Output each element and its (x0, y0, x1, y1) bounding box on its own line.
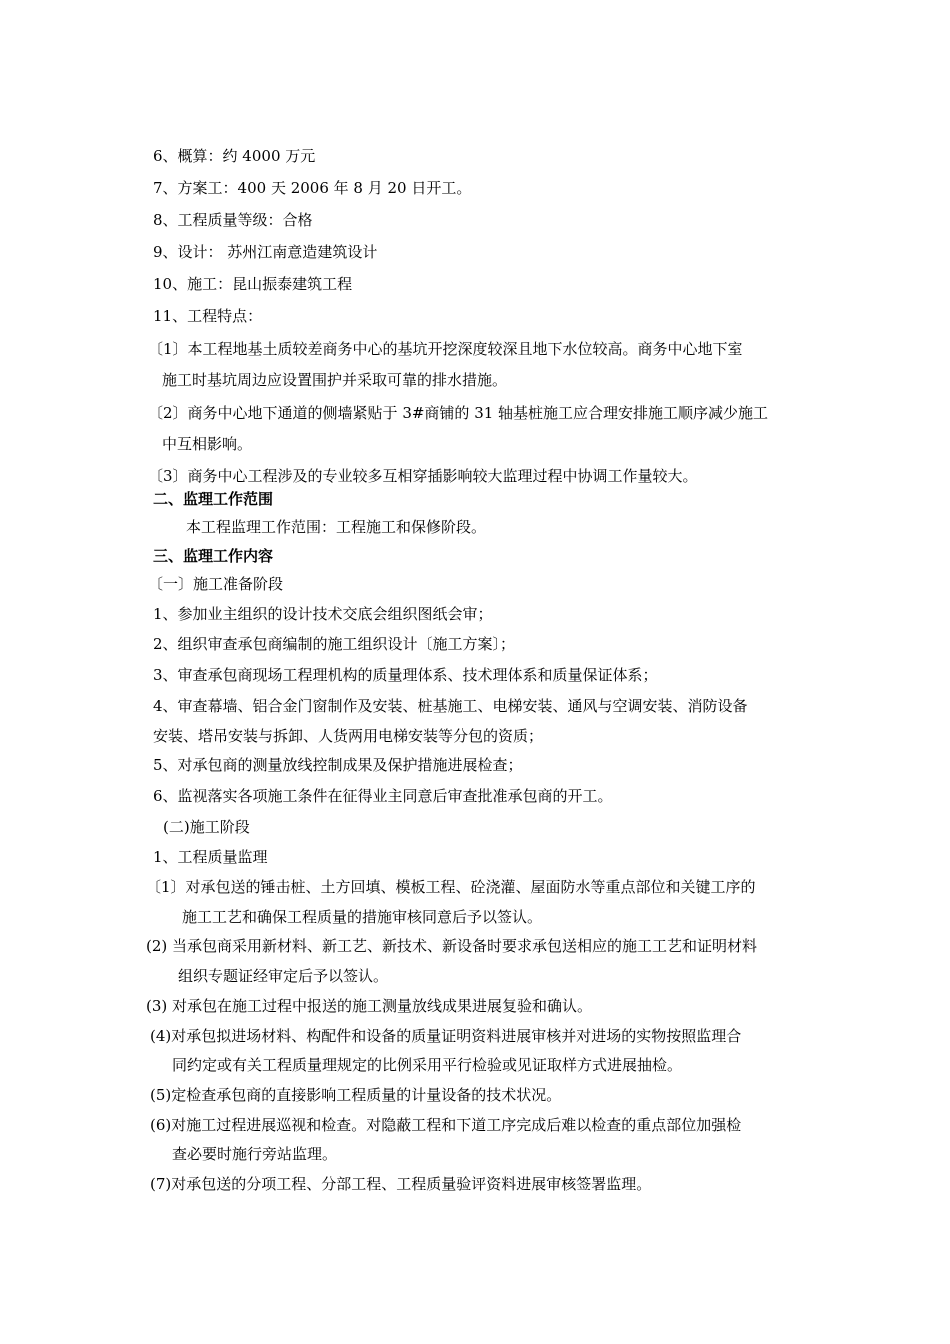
quality-item-6-line-2: 查必要时施行旁站监理。 (172, 1145, 338, 1163)
project-designer: 9、设计： 苏州江南意造建筑设计 (153, 243, 378, 261)
stage-1-item-4-line-1: 4、审查幕墙、铝合金门窗制作及安装、桩基施工、电梯安装、通风与空调安装、消防设备 (153, 697, 748, 715)
quality-item-3: (3) 对承包在施工过程中报送的施工测量放线成果进展复验和确认。 (146, 997, 593, 1015)
quality-item-6-line-1: (6)对施工过程进展巡视和检查。对隐蔽工程和下道工序完成后难以检查的重点部位加强检 (150, 1116, 742, 1134)
feature-item-2-line-2: 中互相影响。 (162, 435, 253, 453)
feature-item-1-line-2: 施工时基坑周边应设置围护并采取可靠的排水措施。 (162, 371, 508, 389)
feature-item-3: 〔3〕商务中心工程涉及的专业较多互相穿插影响较大监理过程中协调工作量较大。 (148, 467, 698, 485)
stage-1-item-4-line-2: 安装、塔吊安装与拆卸、人货两用电梯安装等分包的资质； (153, 727, 544, 745)
section-2-body: 本工程监理工作范围：工程施工和保修阶段。 (186, 518, 487, 536)
section-3-heading: 三、监理工作内容 (153, 547, 274, 565)
quality-item-1-line-2: 施工工艺和确保工程质量的措施审核同意后予以签认。 (182, 908, 543, 926)
quality-item-1-line-1: 〔1〕对承包送的锤击桩、土方回填、模板工程、砼浇灌、屋面防水等重点部位和关键工序的 (146, 878, 756, 896)
quality-item-5: (5)定检查承包商的直接影响工程质量的计量设备的技术状况。 (150, 1086, 562, 1104)
stage-1-item-5: 5、对承包商的测量放线控制成果及保护措施进展检查； (153, 756, 523, 774)
project-features-label: 11、工程特点： (153, 307, 263, 325)
project-quality-grade: 8、工程质量等级：合格 (153, 211, 313, 229)
quality-item-2-line-2: 组织专题证经审定后予以签认。 (178, 967, 389, 985)
quality-item-4-line-1: (4)对承包拟进场材料、构配件和设备的质量证明资料进展审核并对进场的实物按照监理合 (150, 1027, 742, 1045)
stage-1-item-1: 1、参加业主组织的设计技术交底会组织图纸会审； (153, 605, 493, 623)
quality-item-2-line-1: (2) 当承包商采用新材料、新工艺、新技术、新设备时要求承包送相应的施工工艺和证明材料 (146, 937, 758, 955)
project-budget: 6、概算：约 4000 万元 (153, 147, 316, 165)
section-2-heading: 二、监理工作范围 (153, 490, 274, 508)
feature-item-1-line-1: 〔1〕本工程地基土质较差商务中心的基坑开挖深度较深且地下水位较高。商务中心地下室 (148, 340, 743, 358)
project-contractor: 10、施工：昆山振泰建筑工程 (153, 275, 353, 293)
stage-2-title: (二)施工阶段 (163, 818, 250, 836)
stage-1-item-6: 6、监视落实各项施工条件在征得业主同意后审查批准承包商的开工。 (153, 787, 613, 805)
stage-1-title: 〔一〕施工准备阶段 (148, 575, 284, 593)
quality-item-4-line-2: 同约定或有关工程质量理规定的比例采用平行检验或见证取样方式进展抽检。 (172, 1056, 683, 1074)
stage-1-item-2: 2、组织审查承包商编制的施工组织设计〔施工方案〕； (153, 635, 516, 653)
feature-item-2-line-1: 〔2〕商务中心地下通道的侧墙紧贴于 3#商铺的 31 轴基桩施工应合理安排施工顺序减少施工 (148, 404, 769, 422)
stage-2-subtitle: 1、工程质量监理 (153, 848, 268, 866)
stage-1-item-3: 3、审查承包商现场工程理机构的质量理体系、技术理体系和质量保证体系； (153, 666, 658, 684)
project-schedule: 7、方案工：400 天 2006 年 8 月 20 日开工。 (153, 179, 472, 197)
quality-item-7: (7)对承包送的分项工程、分部工程、工程质量验评资料进展审核签署监理。 (150, 1175, 652, 1193)
